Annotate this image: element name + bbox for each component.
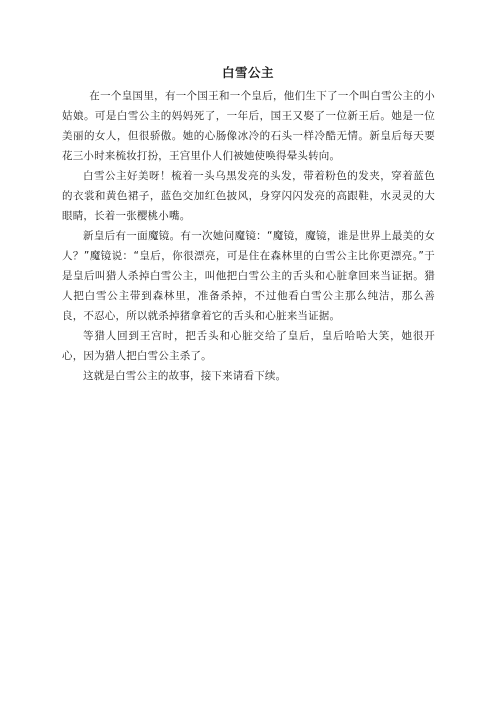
paragraph-5: 这就是白雪公主的故事，接下来请看下续。 [83, 370, 287, 382]
paragraph-3: 新皇后有一面魔镜。有一次她问魔镜：“魔镜，魔镜，谁是世界上最美的女人？”魔镜说：“皇后，你很漂亮，可是住在森林里的白雪公主比你更漂亮。”于是皇后叫猎人杀掉白雪公主，叫他把白雪公主的舌头和心脏拿回来当证据。猎人把白雪公主带到森林里，准备杀掉，不过他看白雪公主那么纯洁，那么善良，不忍心，所以就杀掉猪拿着它的舌头和心脏来当证据。 [62, 230, 435, 322]
document-body [62, 86, 435, 386]
document-title: 白雪公主 [221, 65, 274, 80]
paragraph-2: 白雪公主好美呀！梳着一头乌黑发亮的头发，带着粉色的发夹，穿着蓝色的衣裳和黄色裙子，蓝色交加红色披风，身穿闪闪发亮的高跟鞋，水灵灵的大眼睛，长着一张樱桃小嘴。 [62, 170, 435, 222]
paragraph-1: 在一个皇国里，有一个国王和一个皇后，他们生下了一个叫白雪公主的小姑娘。可是白雪公主的妈妈死了，一年后，国王又娶了一位新王后。她是一位美丽的女人，但很骄傲。她的心肠像冰冷的石头一样冷酷无情。新皇后每天要花三小时来梳妆打扮，王宫里仆人们被她使唤得晕头转向。 [62, 90, 435, 162]
paragraph-4: 等猎人回到王宫时，把舌头和心脏交给了皇后，皇后哈哈大笑，她很开心，因为猎人把白雪公主杀了。 [62, 330, 435, 362]
